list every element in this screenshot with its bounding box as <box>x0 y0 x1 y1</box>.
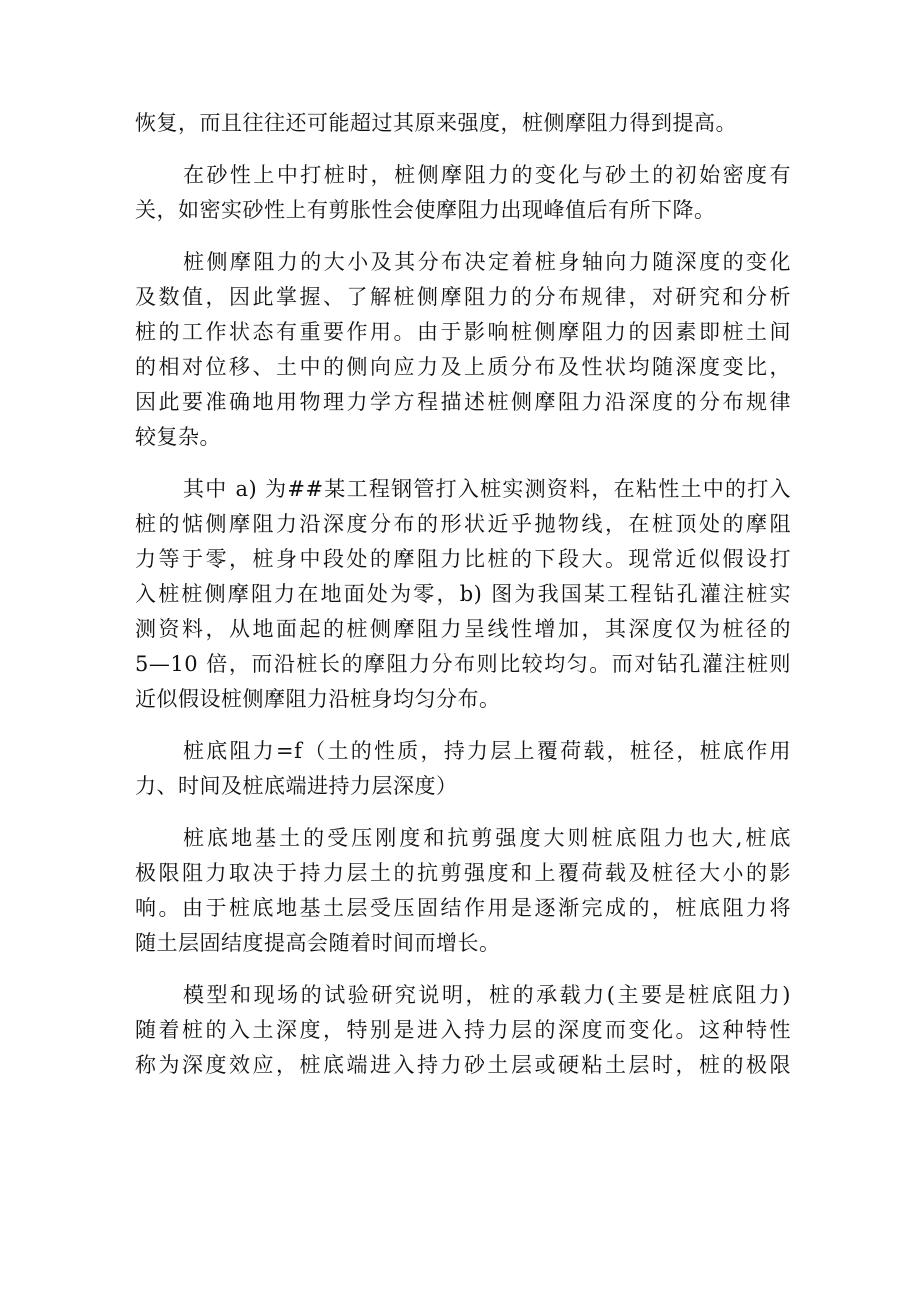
text-line: 及数值，因此掌握、了解桩侧摩阻力的分布规律，对研究和分析 <box>135 285 791 309</box>
text-line: 5—10 倍，而沿桩长的摩阻力分布则比较均匀。而对钻孔灌注桩则 <box>135 652 791 676</box>
text-line: 关，如密实砂性上有剪胀性会使摩阻力出现峰值后有所下降。 <box>135 198 716 222</box>
text-line: 在砂性上中打桩时，桩侧摩阻力的变化与砂土的初始密度有 <box>183 163 791 187</box>
paragraph-3 <box>135 245 791 455</box>
text-line: 入桩桩侧摩阻力在地面处为零，b) 图为我国某工程钻孔灌注桩实 <box>135 582 791 606</box>
text-line: 桩底地基土的受压刚度和抗剪强度大则桩底阻力也大,桩底 <box>183 826 791 850</box>
paragraph-5 <box>135 734 791 804</box>
text-line: 极限阻力取决于持力层土的抗剪强度和上覆荷载及桩径大小的影 <box>135 861 791 885</box>
body-text <box>135 106 791 1100</box>
text-line: 桩底阻力=f（土的性质，持力层上覆荷载，桩径，桩底作用 <box>183 739 791 763</box>
text-line: 力等于零，桩身中段处的摩阻力比桩的下段大。现常近似假设打 <box>135 547 791 571</box>
paragraph-1 <box>135 106 791 141</box>
text-line: 力、时间及桩底端进持力层深度） <box>135 774 458 798</box>
paragraph-7 <box>135 978 791 1083</box>
text-line: 测资料，从地面起的桩侧摩阻力呈线性增加，其深度仅为桩径的 <box>135 617 791 641</box>
text-line: 模型和现场的试验研究说明，桩的承载力(主要是桩底阻力) <box>183 983 791 1007</box>
text-line: 桩的惦侧摩阻力沿深度分布的形状近乎抛物线，在桩顶处的摩阻 <box>135 512 791 536</box>
text-line: 桩的工作状态有重要作用。由于影响桩侧摩阻力的因素即桩土间 <box>135 320 791 344</box>
text-line: 的相对位移、土中的侧向应力及上质分布及性状均随深度变比， <box>135 355 791 379</box>
text-line: 较复杂。 <box>135 425 221 449</box>
text-line: 随土层固结度提高会随着时间而增长。 <box>135 931 501 955</box>
text-line: 称为深度效应，桩底端进入持力砂土层或硬粘土层时，桩的极限 <box>135 1053 791 1077</box>
text-line: 近似假设桩侧摩阻力沿桩身均匀分布。 <box>135 687 501 711</box>
paragraph-2 <box>135 158 791 228</box>
paragraph-4 <box>135 472 791 717</box>
text-line: 桩侧摩阻力的大小及其分布决定着桩身轴向力随深度的变化 <box>183 250 791 274</box>
text-line: 随着桩的入土深度，特别是进入持力层的深度而变化。这种特性 <box>135 1018 791 1042</box>
text-line: 其中 a) 为##某工程钢管打入桩实测资料，在粘性土中的打入 <box>183 477 791 501</box>
text-line: 恢复，而且往往还可能超过其原来强度，桩侧摩阻力得到提高。 <box>135 111 737 135</box>
paragraph-6 <box>135 821 791 961</box>
text-line: 响。由于桩底地基土层受压固结作用是逐渐完成的，桩底阻力将 <box>135 896 791 920</box>
text-line: 因此要准确地用物理力学方程描述桩侧摩阻力沿深度的分布规律 <box>135 390 791 414</box>
